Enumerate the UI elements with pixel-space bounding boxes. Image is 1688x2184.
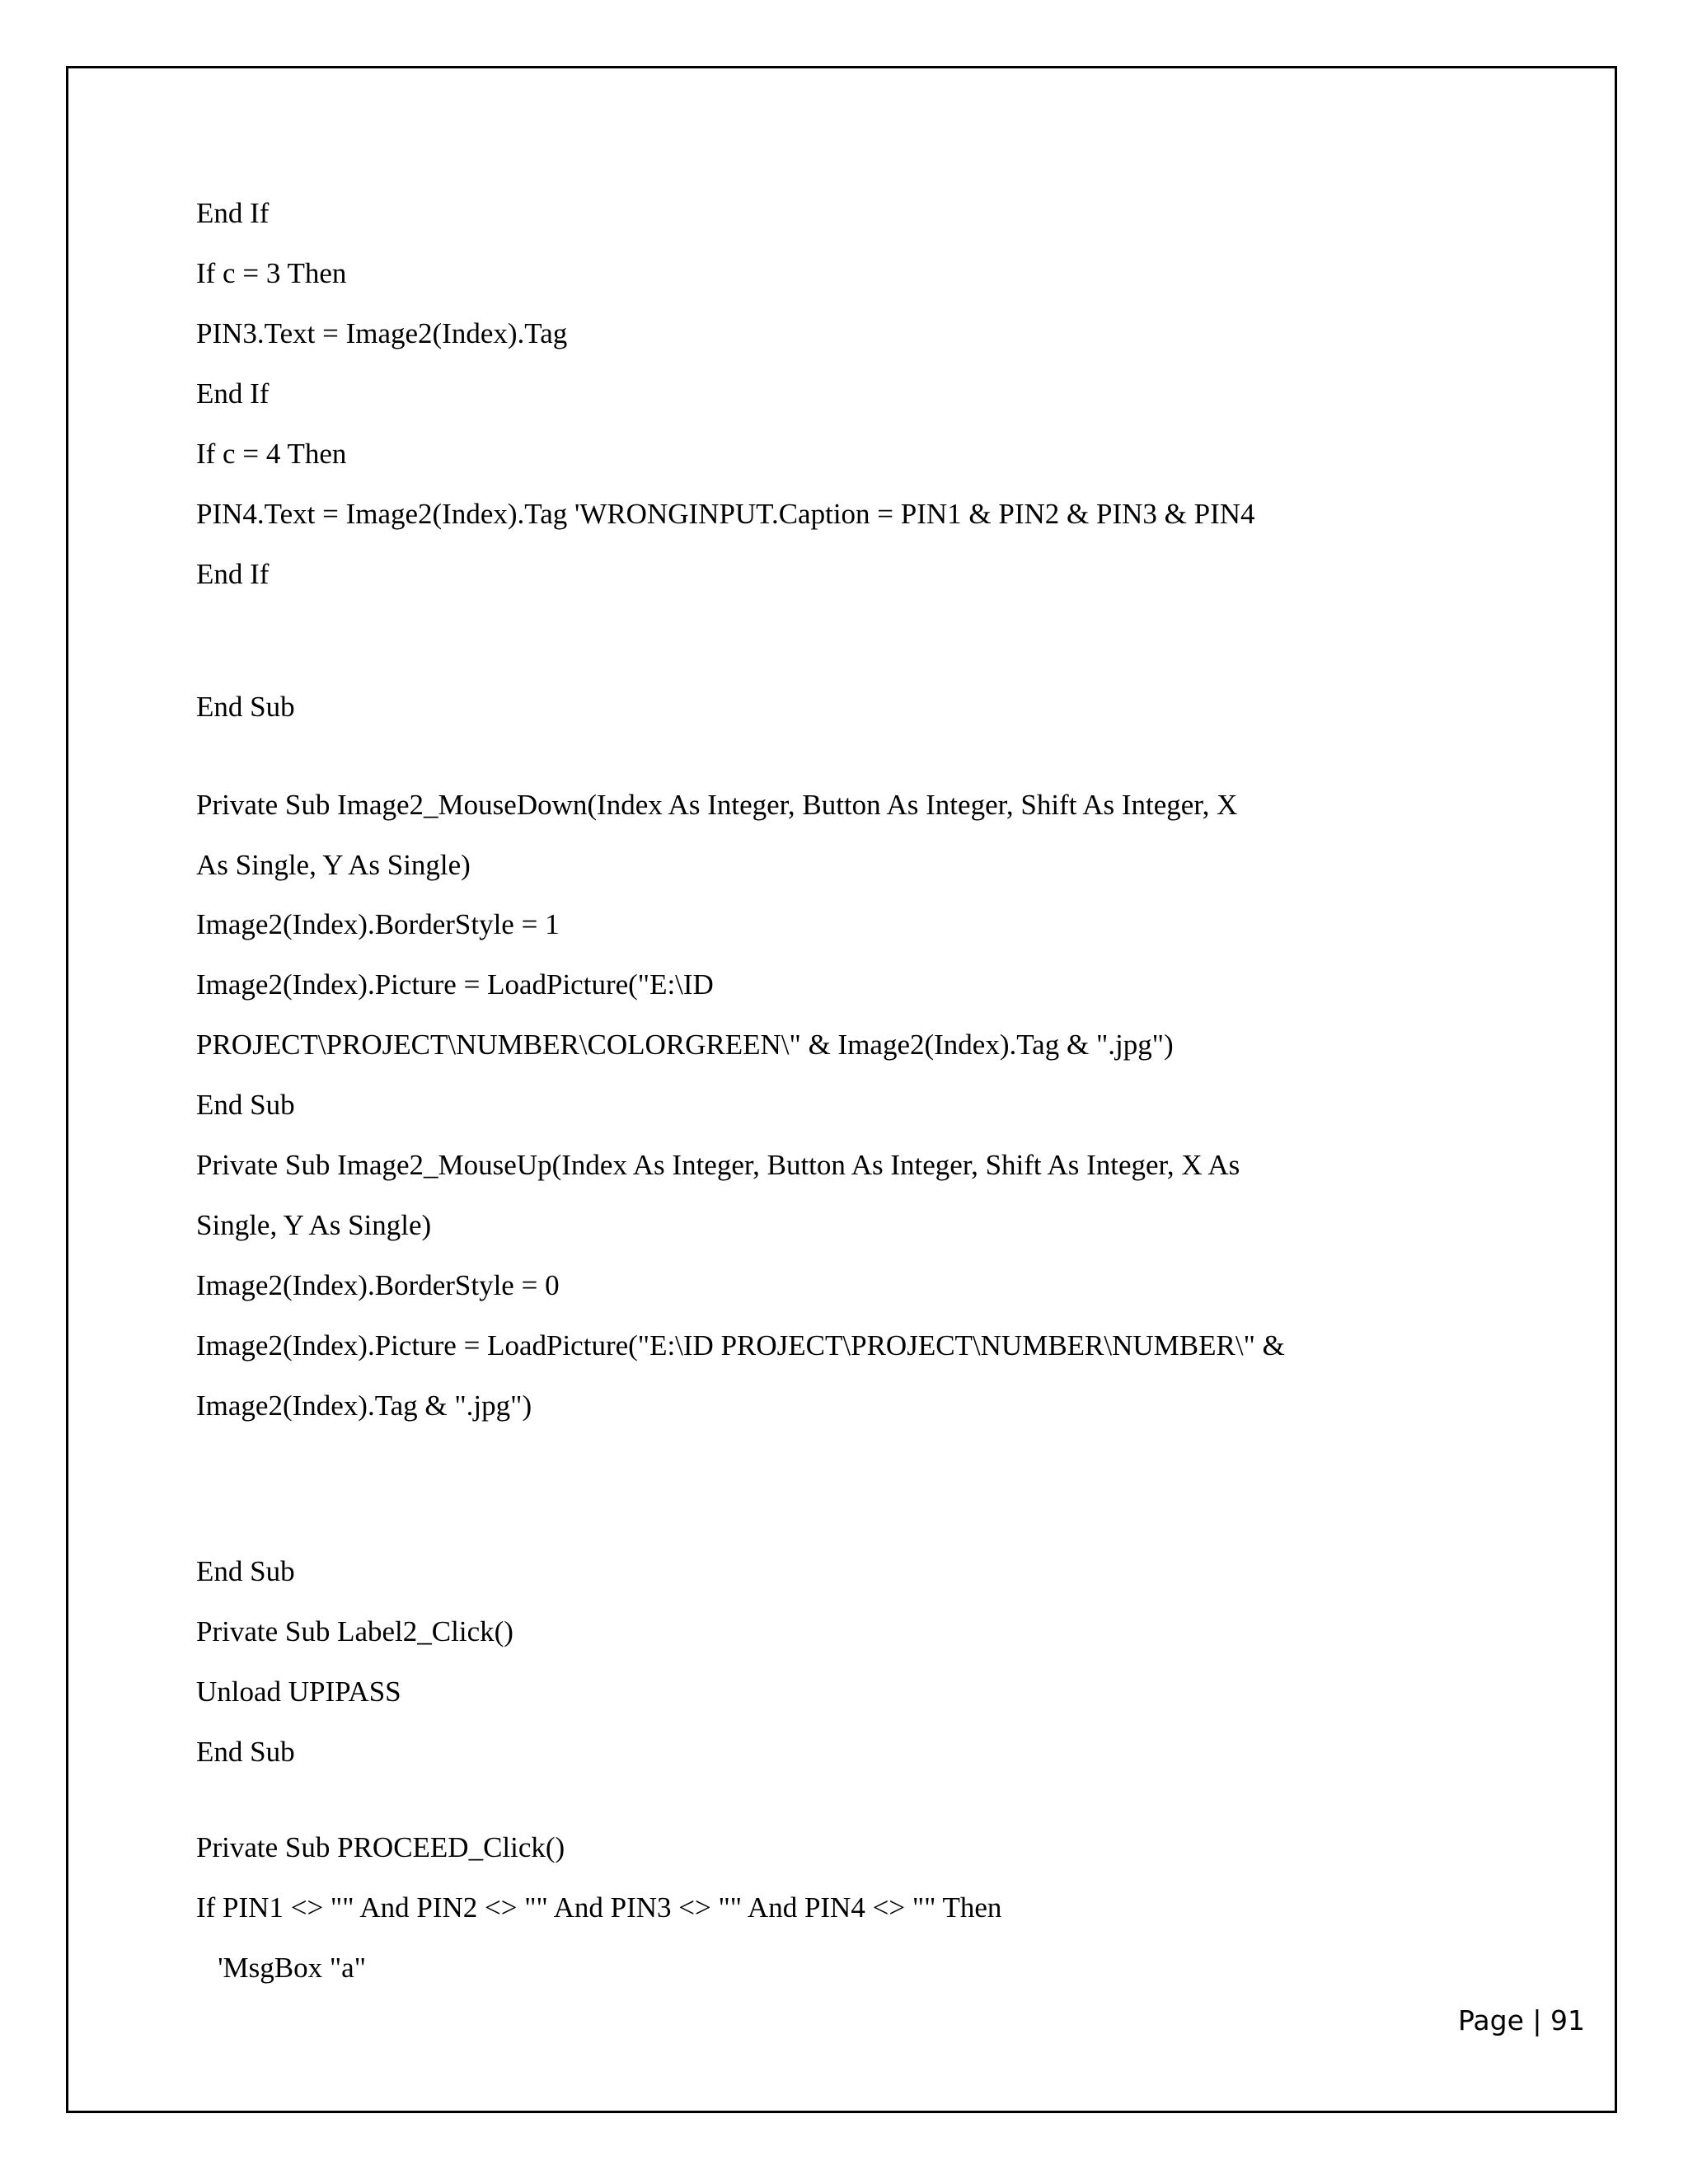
code-line: Private Sub Image2_MouseDown(Index As Integer, Button As Integer, Shift As Integer, X <box>196 789 1238 821</box>
page-number: Page | 91 <box>1458 2004 1585 2036</box>
code-line: As Single, Y As Single) <box>196 849 471 881</box>
code-line: End Sub <box>196 691 295 723</box>
code-line: End If <box>196 377 270 410</box>
code-line: End Sub <box>196 1089 295 1121</box>
code-line: If c = 4 Then <box>196 438 347 470</box>
code-line: Image2(Index).BorderStyle = 0 <box>196 1269 560 1301</box>
code-line: Private Sub Label2_Click() <box>196 1615 513 1647</box>
code-line: Image2(Index).BorderStyle = 1 <box>196 908 560 940</box>
code-line: If PIN1 <> "" And PIN2 <> "" And PIN3 <> "" And PIN4 <> "" Then <box>196 1891 1002 1924</box>
code-line: Unload UPIPASS <box>196 1675 401 1708</box>
code-line: PIN4.Text = Image2(Index).Tag 'WRONGINPUT.Caption = PIN1 & PIN2 & PIN3 & PIN4 <box>196 498 1255 530</box>
code-line: Private Sub Image2_MouseUp(Index As Integer, Button As Integer, Shift As Integer, X As <box>196 1149 1240 1181</box>
code-line: Single, Y As Single) <box>196 1209 432 1241</box>
code-line: Image2(Index).Tag & ".jpg") <box>196 1390 532 1422</box>
page-border <box>66 66 1617 2113</box>
code-line: Image2(Index).Picture = LoadPicture("E:\ID PROJECT\PROJECT\NUMBER\NUMBER\" & <box>196 1329 1285 1361</box>
code-line: Private Sub PROCEED_Click() <box>196 1831 565 1863</box>
code-line: PIN3.Text = Image2(Index).Tag <box>196 317 568 349</box>
code-line: PROJECT\PROJECT\NUMBER\COLORGREEN\" & Image2(Index).Tag & ".jpg") <box>196 1029 1174 1061</box>
code-line: End Sub <box>196 1736 295 1768</box>
code-line: End If <box>196 197 270 229</box>
code-line: End If <box>196 558 270 590</box>
code-line: End Sub <box>196 1555 295 1587</box>
code-line: If c = 3 Then <box>196 257 347 289</box>
code-line: Image2(Index).Picture = LoadPicture("E:\ID <box>196 968 714 1001</box>
code-line: 'MsgBox "a" <box>196 1952 367 1984</box>
